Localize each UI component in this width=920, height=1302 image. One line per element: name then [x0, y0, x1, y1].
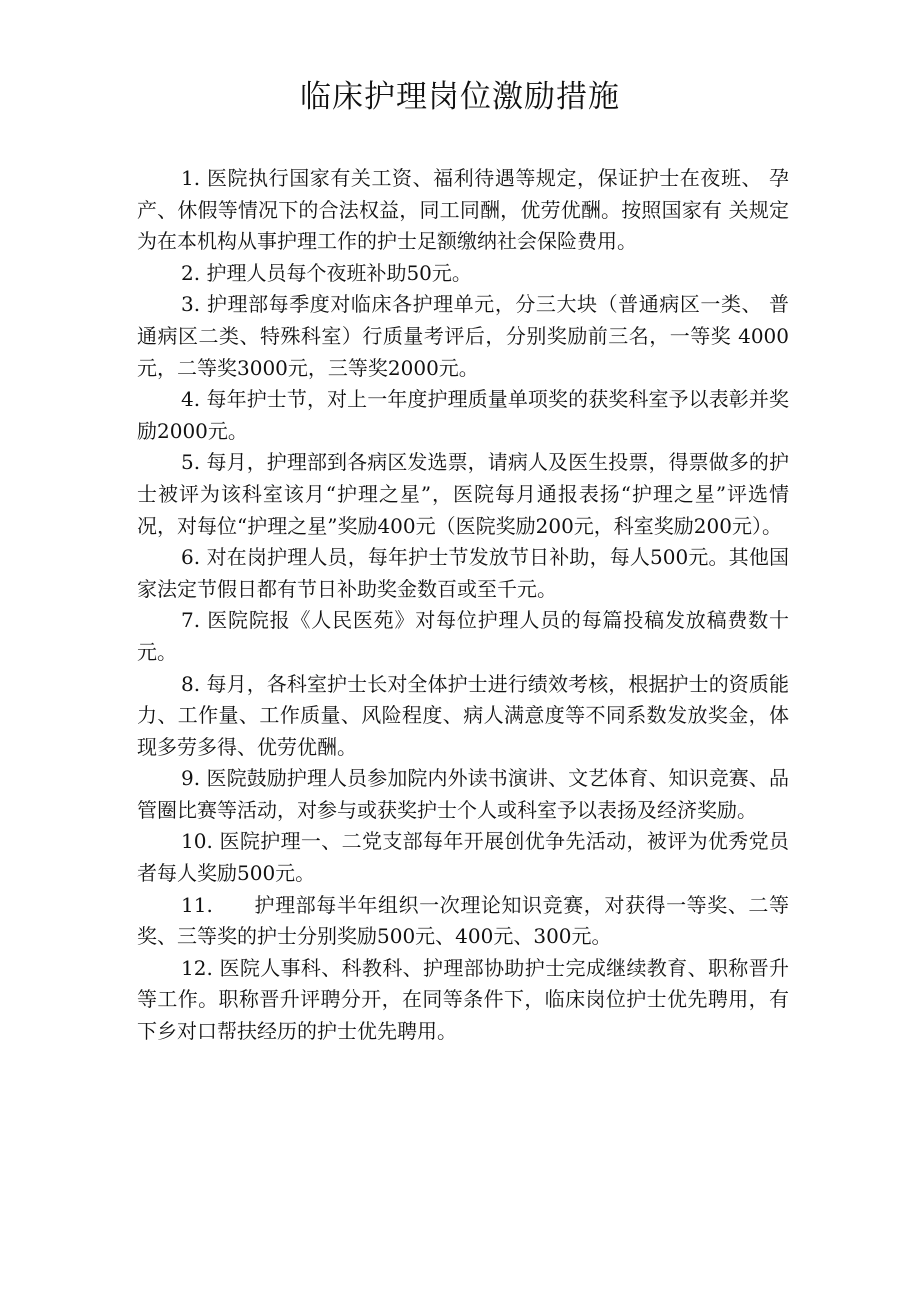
document-title: 临床护理岗位激励措施 [300, 79, 620, 115]
list-item: 8. 每月，各科室护士长对全体护士进行绩效考核，根据护士的资质能力、工作量、工作质量、风险程度、病人满意度等不同系数发放奖金，体现多劳多得、优劳优酬。 [137, 671, 789, 759]
list-item: 9. 医院鼓励护理人员参加院内外读书演讲、文艺体育、知识竞赛、品管圈比赛等活动，对参与或获奖护士个人或科室予以表扬及经济奖励。 [137, 766, 789, 822]
list-item: 12. 医院人事科、科教科、护理部协助护士完成继续教育、职称晋升等工作。职称晋升评聘分开，在同等条件下，临床岗位护士优先聘用，有下乡对口帮扶经历的护士优先聘用。 [137, 955, 789, 1044]
list-item: 4. 每年护士节，对上一年度护理质量单项奖的获奖科室予以表彰并奖励2000元。 [137, 387, 789, 443]
list-item: 7. 医院院报《人民医苑》对每位护理人员的每篇投稿发放稿费数十元。 [137, 608, 789, 664]
list-item: 11. 护理部每半年组织一次理论知识竞赛，对获得一等奖、二等 奖、三等奖的护士分别奖励500元、400元、300元。 [137, 892, 789, 949]
document-body [137, 163, 789, 1048]
list-item: 2. 护理人员每个夜班补助50元。 [181, 260, 472, 285]
list-item: 10. 医院护理一、二党支部每年开展创优争先活动，被评为优秀党员者每人奖励500元。 [137, 829, 789, 886]
list-item: 3. 护理部每季度对临床各护理单元，分三大块（普通病区一类、 普通病区二类、特殊科室）行质量考评后，分别奖励前三名，一等奖 4000元，二等奖3000元，三等奖2000元。 [137, 292, 789, 380]
list-item: 6. 对在岗护理人员，每年护士节发放节日补助，每人500元。其他国家法定节假日都有节日补助奖金数百或至千元。 [137, 545, 789, 601]
list-item: 5. 每月，护理部到各病区发选票，请病人及医生投票，得票做多的护士被评为该科室该月“护理之星”，医院每月通报表扬“护理之星”评选情况，对每位“护理之星”奖励400元（医院奖励200元，科室奖励200元）。 [137, 450, 789, 538]
list-item: 1. 医院执行国家有关工资、福利待遇等规定，保证护士在夜班、 孕产、休假等情况下的合法权益，同工同酬，优劳优酬。按照国家有 关规定为在本机构从事护理工作的护士足额缴纳社会保险费用。 [137, 166, 789, 254]
